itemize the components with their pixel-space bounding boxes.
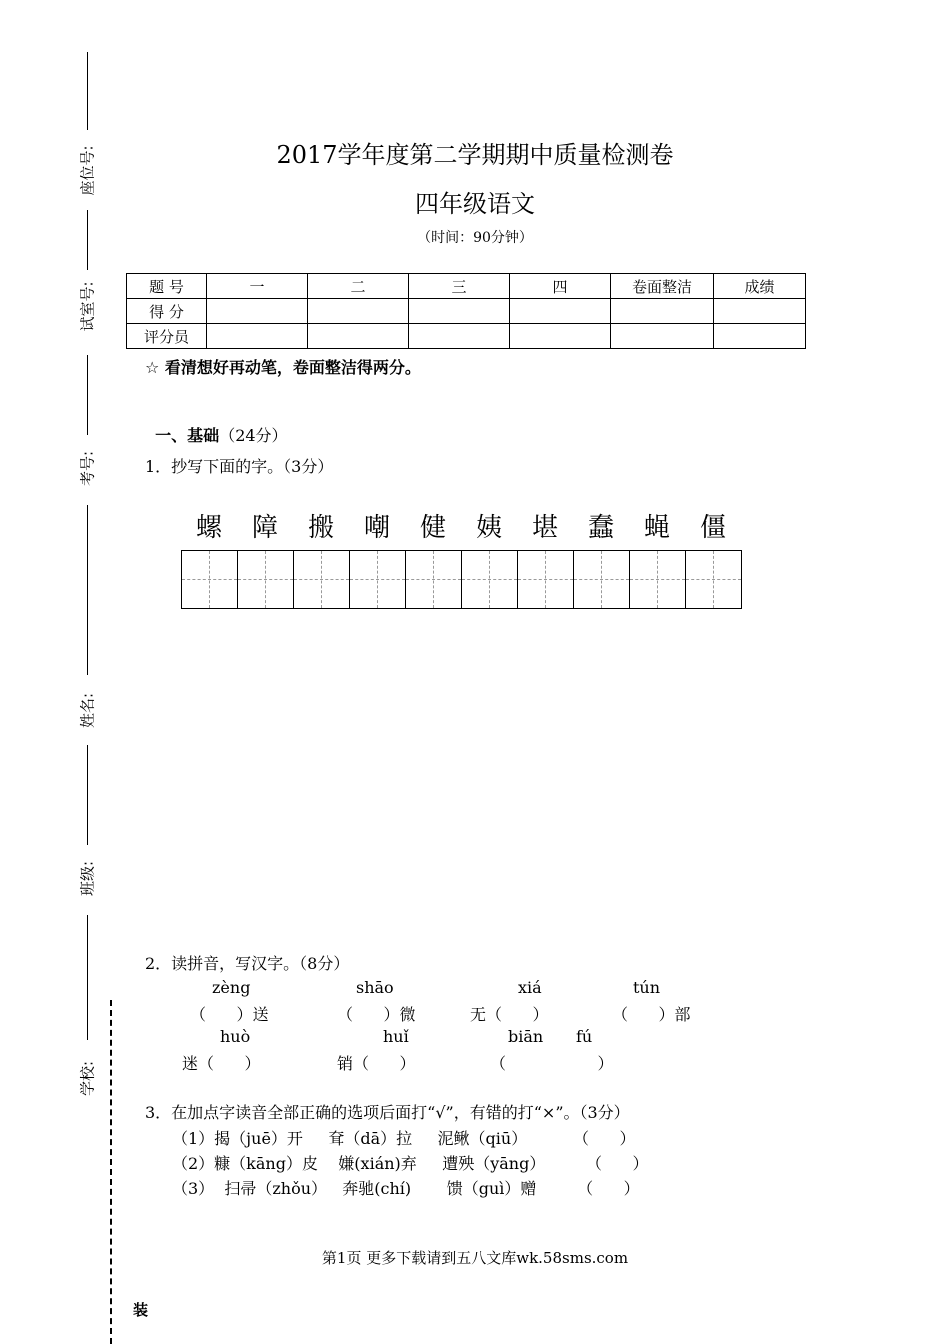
score-cell[interactable] [308, 324, 409, 349]
pinyin: xiá [518, 978, 542, 997]
score-cell[interactable] [510, 324, 611, 349]
score-cell[interactable] [308, 299, 409, 324]
pinyin: fú [576, 1027, 593, 1046]
table-header-cell: 三 [409, 274, 510, 299]
binding-line [87, 355, 88, 435]
pinyin: shāo [356, 978, 394, 997]
binding-line [87, 915, 88, 1040]
table-header-cell: 题 号 [127, 274, 207, 299]
exam-title: 2017学年度第二学期期中质量检测卷 [276, 141, 674, 169]
choice-item: （1）揭（juē）开 耷（dā）拉 泥鳅（qiū） （ ） [172, 1129, 636, 1148]
writing-cell[interactable] [686, 551, 742, 609]
pinyin: huǐ [383, 1027, 409, 1046]
section-heading [145, 404, 288, 446]
question-1: 1．抄写下面的字。（3分） [145, 457, 334, 476]
score-table-header-row [127, 274, 806, 299]
copy-char: 僵 [699, 513, 726, 543]
writing-cell[interactable] [294, 551, 350, 609]
score-cell[interactable] [611, 324, 714, 349]
writing-cell[interactable] [462, 551, 518, 609]
answer-blank[interactable]: 无（ ） [470, 1005, 549, 1024]
seat-label: 座位号: [78, 145, 97, 196]
score-table [126, 273, 806, 349]
table-header-cell: 四 [510, 274, 611, 299]
score-cell[interactable] [611, 299, 714, 324]
copy-char: 障 [251, 513, 278, 543]
pinyin: tún [633, 978, 661, 997]
choice-item: （2）糠（kāng）皮 嫌(xián)弃 遭殃（yāng） （ ） [172, 1154, 649, 1173]
answer-blank[interactable]: （ ）微 [337, 1005, 416, 1024]
copy-char: 搬 [307, 513, 334, 543]
binding-line [87, 505, 88, 675]
copy-char: 姨 [475, 513, 502, 543]
copy-char: 嘲 [363, 513, 390, 543]
writing-cell[interactable] [518, 551, 574, 609]
row-label: 评分员 [127, 324, 207, 349]
binding-mark: 装 [133, 1301, 149, 1319]
row-label: 得 分 [127, 299, 207, 324]
question-2: 2．读拼音，写汉字。（8分） [145, 954, 350, 973]
score-row [127, 299, 806, 324]
writing-cell[interactable] [574, 551, 630, 609]
score-cell[interactable] [714, 299, 806, 324]
writing-cell[interactable] [406, 551, 462, 609]
pinyin: zèng [212, 978, 251, 997]
writing-cell[interactable] [350, 551, 406, 609]
copy-char: 蠢 [587, 513, 614, 543]
writing-cell[interactable] [630, 551, 686, 609]
table-header-cell: 一 [207, 274, 308, 299]
binding-dashed-line [110, 1000, 112, 1344]
score-cell[interactable] [409, 299, 510, 324]
copy-char: 蝇 [643, 513, 670, 543]
class-label: 班级: [78, 860, 97, 897]
answer-blank[interactable]: （ ） [490, 1054, 614, 1073]
writing-cell[interactable] [238, 551, 294, 609]
section-title: 一、基础 [155, 426, 220, 445]
copy-char: 健 [419, 513, 446, 543]
page-footer: 第1页 更多下载请到五八文库wk.58sms.com [321, 1249, 629, 1267]
question-3: 3．在加点字读音全部正确的选项后面打“√”，有错的打“×”。（3分） [145, 1103, 630, 1122]
score-cell[interactable] [409, 324, 510, 349]
pinyin: huò [220, 1027, 251, 1046]
answer-blank[interactable]: （ ）部 [612, 1005, 691, 1024]
name-label: 姓名: [78, 692, 97, 729]
answer-blank[interactable]: 迷（ ） [182, 1054, 261, 1073]
copy-characters [181, 507, 741, 544]
score-cell[interactable] [714, 324, 806, 349]
table-header-cell: 成绩 [714, 274, 806, 299]
exam-no-label: 考号: [78, 450, 97, 487]
writing-cell[interactable] [182, 551, 238, 609]
table-header-cell: 二 [308, 274, 409, 299]
choice-item: （3） 扫帚（zhǒu） 奔驰(chí) 馈（guì）赠 （ ） [172, 1179, 640, 1198]
exam-time: （时间：90分钟） [417, 230, 533, 246]
answer-blank[interactable]: 销（ ） [337, 1054, 416, 1073]
copy-char: 堪 [531, 513, 558, 543]
table-header-cell: 卷面整洁 [611, 274, 714, 299]
answer-blank[interactable]: （ ）送 [190, 1005, 269, 1024]
room-label: 试室号: [78, 281, 97, 332]
section-points: （24分） [219, 426, 288, 445]
exam-subtitle: 四年级语文 [415, 190, 535, 218]
instruction-note: ☆ 看清想好再动笔，卷面整洁得两分。 [145, 358, 421, 377]
copy-char: 螺 [195, 513, 222, 543]
writing-grid [181, 550, 742, 609]
grader-row [127, 324, 806, 349]
binding-line [87, 52, 88, 130]
school-label: 学校: [78, 1060, 97, 1097]
score-cell[interactable] [207, 299, 308, 324]
score-cell[interactable] [510, 299, 611, 324]
pinyin: biān [508, 1027, 544, 1046]
score-cell[interactable] [207, 324, 308, 349]
binding-line [87, 745, 88, 845]
